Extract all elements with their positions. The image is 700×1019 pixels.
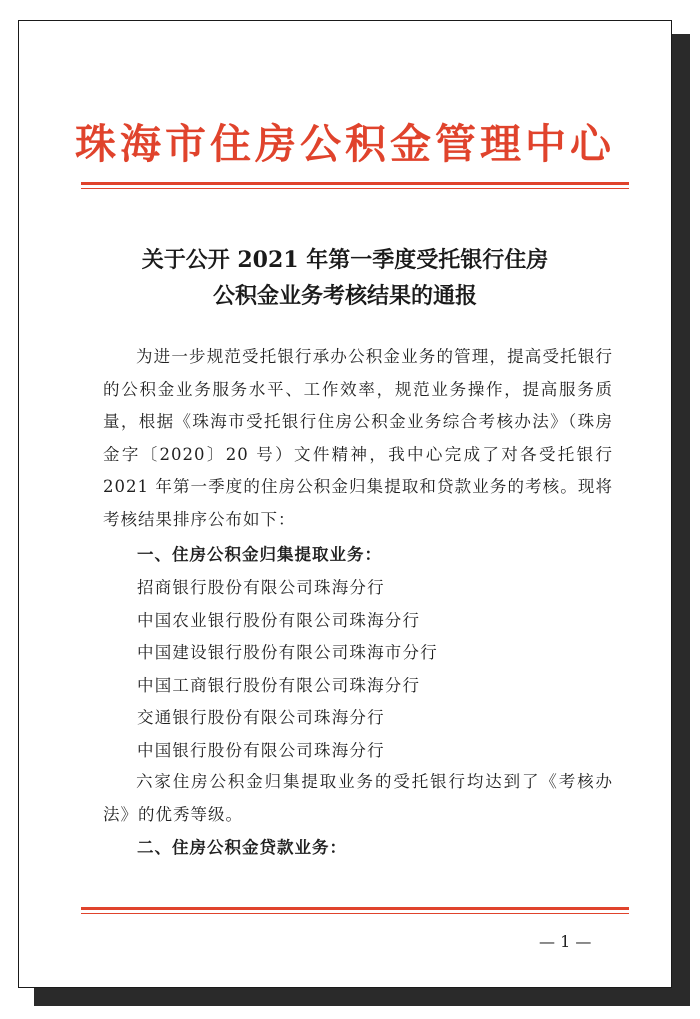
header-rule-thin (81, 188, 629, 189)
section1-summary: 六家住房公积金归集提取业务的受托银行均达到了《考核办法》的优秀等级。 (103, 772, 613, 824)
footer-rule-thick (81, 907, 629, 910)
header-rule-thick (81, 182, 629, 185)
bank-list-item: 中国工商银行股份有限公司珠海分行 (137, 676, 421, 695)
page-number: — 1 — (539, 932, 592, 951)
section1-heading: 一、住房公积金归集提取业务： (137, 545, 382, 564)
intro-paragraph: 为进一步规范受托银行承办公积金业务的管理，提高受托银行的公积金业务服务水平、工作效率，规范业务操作，提高服务质量，根据《珠海市受托银行住房公积金业务综合考核办法》（珠房金字〔2020〕20 号）文件精神，我中心完成了对各受托银行 2021 年第一季度的住房公积金归集提取和贷款业务的考核。现将考核结果排序公布如下： (103, 347, 613, 529)
bank-list-item: 交通银行股份有限公司珠海分行 (137, 708, 385, 727)
organization-header: 珠海市住房公积金管理中心 (75, 120, 615, 168)
bank-list-item: 中国银行股份有限公司珠海分行 (137, 741, 385, 760)
document-title-line1: 关于公开 2021 年第一季度受托银行住房 (141, 247, 549, 273)
bank-list-item: 招商银行股份有限公司珠海分行 (137, 578, 385, 597)
bank-list-item: 中国农业银行股份有限公司珠海分行 (137, 611, 421, 630)
footer-rule-thin (81, 913, 629, 914)
section2-heading: 二、住房公积金贷款业务： (137, 838, 347, 857)
document-title-line2: 公积金业务考核结果的通报 (212, 283, 477, 309)
document-page (18, 20, 672, 988)
bank-list-item: 中国建设银行股份有限公司珠海市分行 (137, 643, 438, 662)
